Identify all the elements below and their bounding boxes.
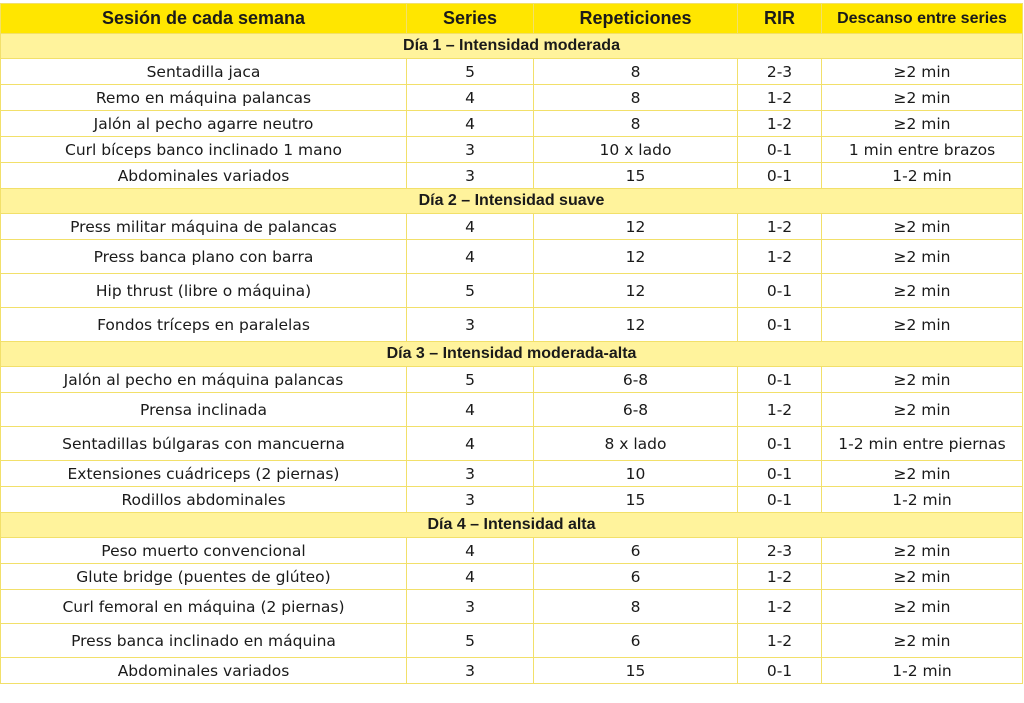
series-cell: 3 [407,137,534,163]
exercise-cell: Extensiones cuádriceps (2 piernas) [1,461,407,487]
reps-cell: 10 x lado [534,137,738,163]
day-2-header [1,189,1023,214]
exercise-cell: Sentadilla jaca [1,59,407,85]
rir-cell: 1-2 [738,564,822,590]
series-cell: 3 [407,487,534,513]
rest-cell: ≥2 min [822,85,1023,111]
exercise-cell: Remo en máquina palancas [1,85,407,111]
table-row [1,427,1023,461]
header-session: Sesión de cada semana [1,4,407,34]
table-row [1,308,1023,342]
exercise-cell: Abdominales variados [1,163,407,189]
reps-cell: 12 [534,214,738,240]
rest-cell: ≥2 min [822,367,1023,393]
rest-cell: ≥2 min [822,461,1023,487]
reps-cell: 6 [534,564,738,590]
rest-cell: ≥2 min [822,393,1023,427]
series-cell: 5 [407,367,534,393]
series-cell: 3 [407,461,534,487]
rest-cell: ≥2 min [822,214,1023,240]
reps-cell: 15 [534,658,738,684]
rir-cell: 1-2 [738,393,822,427]
rest-cell: ≥2 min [822,624,1023,658]
rir-cell: 0-1 [738,137,822,163]
reps-cell: 15 [534,487,738,513]
rir-cell: 1-2 [738,624,822,658]
exercise-cell: Abdominales variados [1,658,407,684]
reps-cell: 8 [534,85,738,111]
table-row [1,538,1023,564]
table-row [1,658,1023,684]
reps-cell: 12 [534,274,738,308]
rest-cell: 1-2 min [822,658,1023,684]
series-cell: 5 [407,59,534,85]
series-cell: 3 [407,308,534,342]
exercise-cell: Glute bridge (puentes de glúteo) [1,564,407,590]
rir-cell: 1-2 [738,111,822,137]
day-3-header [1,342,1023,367]
table-row [1,111,1023,137]
table-row [1,393,1023,427]
rest-cell: ≥2 min [822,111,1023,137]
rir-cell: 2-3 [738,59,822,85]
rir-cell: 0-1 [738,461,822,487]
rest-cell: ≥2 min [822,538,1023,564]
rir-cell: 0-1 [738,367,822,393]
day-title: Día 3 – Intensidad moderada-alta [1,342,1023,367]
series-cell: 3 [407,163,534,189]
rir-cell: 0-1 [738,487,822,513]
rir-cell: 0-1 [738,658,822,684]
rest-cell: 1-2 min entre piernas [822,427,1023,461]
series-cell: 4 [407,538,534,564]
exercise-cell: Curl bíceps banco inclinado 1 mano [1,137,407,163]
exercise-cell: Jalón al pecho en máquina palancas [1,367,407,393]
series-cell: 4 [407,111,534,137]
reps-cell: 15 [534,163,738,189]
exercise-cell: Fondos tríceps en paralelas [1,308,407,342]
table-row [1,461,1023,487]
header-series: Series [407,4,534,34]
table-row [1,487,1023,513]
table-row [1,590,1023,624]
series-cell: 3 [407,658,534,684]
series-cell: 5 [407,274,534,308]
rest-cell: 1-2 min [822,487,1023,513]
rir-cell: 1-2 [738,214,822,240]
series-cell: 3 [407,590,534,624]
table-row [1,137,1023,163]
day-1-header [1,34,1023,59]
header-rir: RIR [738,4,822,34]
reps-cell: 12 [534,308,738,342]
series-cell: 4 [407,564,534,590]
table-row [1,240,1023,274]
table-row [1,624,1023,658]
table-row [1,274,1023,308]
series-cell: 4 [407,214,534,240]
reps-cell: 6-8 [534,367,738,393]
reps-cell: 8 [534,59,738,85]
table-row [1,214,1023,240]
series-cell: 4 [407,393,534,427]
exercise-cell: Press banca plano con barra [1,240,407,274]
rir-cell: 0-1 [738,427,822,461]
rir-cell: 2-3 [738,538,822,564]
rest-cell: ≥2 min [822,564,1023,590]
rir-cell: 0-1 [738,308,822,342]
reps-cell: 6 [534,624,738,658]
series-cell: 4 [407,427,534,461]
series-cell: 4 [407,240,534,274]
exercise-cell: Jalón al pecho agarre neutro [1,111,407,137]
exercise-cell: Press banca inclinado en máquina [1,624,407,658]
exercise-cell: Hip thrust (libre o máquina) [1,274,407,308]
table-row [1,564,1023,590]
rir-cell: 1-2 [738,590,822,624]
series-cell: 5 [407,624,534,658]
reps-cell: 8 x lado [534,427,738,461]
day-title: Día 1 – Intensidad moderada [1,34,1023,59]
exercise-cell: Rodillos abdominales [1,487,407,513]
rest-cell: ≥2 min [822,274,1023,308]
training-plan-table [0,3,1023,684]
rir-cell: 1-2 [738,240,822,274]
rir-cell: 1-2 [738,85,822,111]
exercise-cell: Peso muerto convencional [1,538,407,564]
rest-cell: ≥2 min [822,308,1023,342]
day-4-header [1,513,1023,538]
header-row [1,4,1023,34]
exercise-cell: Sentadillas búlgaras con mancuerna [1,427,407,461]
table-row [1,85,1023,111]
series-cell: 4 [407,85,534,111]
table-row [1,59,1023,85]
reps-cell: 6-8 [534,393,738,427]
header-reps: Repeticiones [534,4,738,34]
rest-cell: ≥2 min [822,240,1023,274]
rir-cell: 0-1 [738,274,822,308]
day-title: Día 4 – Intensidad alta [1,513,1023,538]
rest-cell: ≥2 min [822,59,1023,85]
exercise-cell: Curl femoral en máquina (2 piernas) [1,590,407,624]
rest-cell: ≥2 min [822,590,1023,624]
table-row [1,367,1023,393]
reps-cell: 6 [534,538,738,564]
rir-cell: 0-1 [738,163,822,189]
reps-cell: 8 [534,111,738,137]
exercise-cell: Press militar máquina de palancas [1,214,407,240]
header-rest: Descanso entre series [822,4,1023,34]
day-title: Día 2 – Intensidad suave [1,189,1023,214]
reps-cell: 8 [534,590,738,624]
table-row [1,163,1023,189]
reps-cell: 10 [534,461,738,487]
exercise-cell: Prensa inclinada [1,393,407,427]
reps-cell: 12 [534,240,738,274]
rest-cell: 1 min entre brazos [822,137,1023,163]
rest-cell: 1-2 min [822,163,1023,189]
